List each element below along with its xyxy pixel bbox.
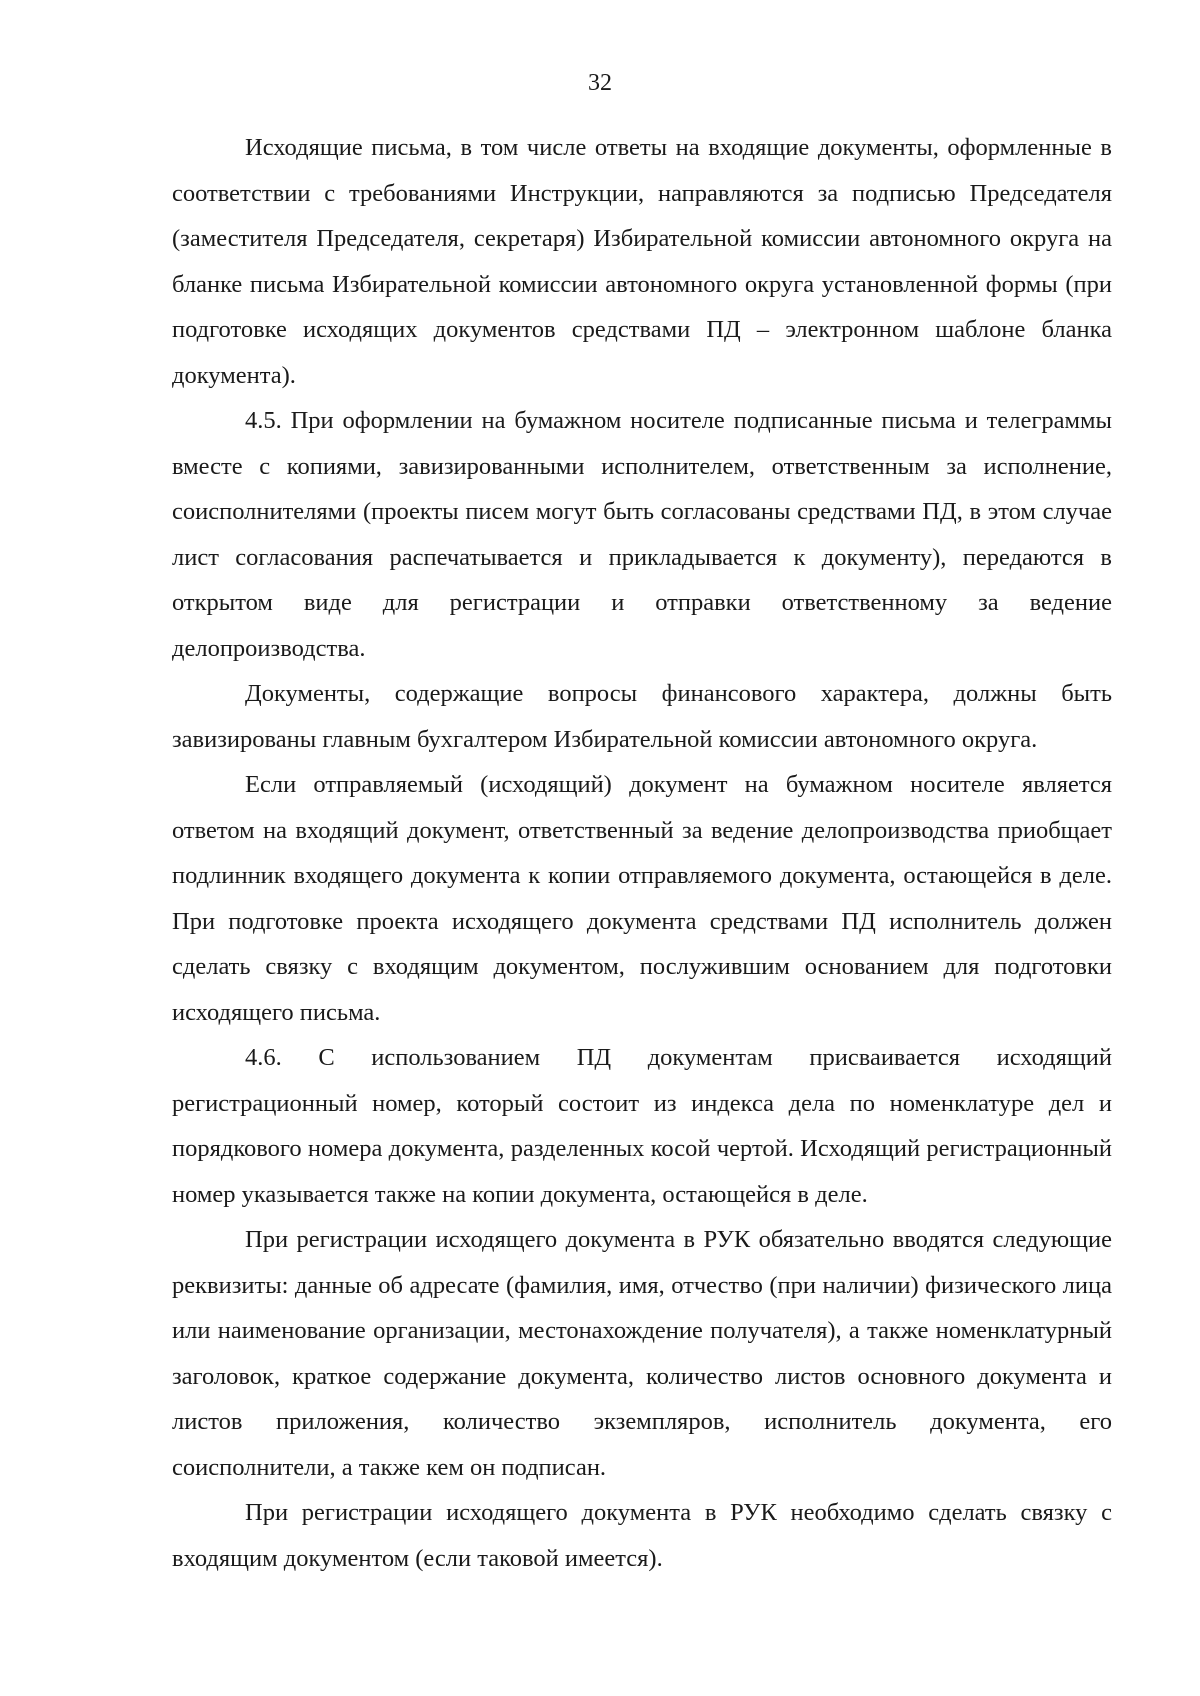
paragraph-financial-documents: Документы, содержащие вопросы финансового характера, должны быть завизированы главным бухгалтером Избирательной комиссии автономного округа. bbox=[172, 680, 1112, 753]
paragraph-4-6: 4.6. С использованием ПД документам присваивается исходящий регистрационный номер, который состоит из индекса дела по номенклатуре дел и порядкового номера документа, разделенных косой чертой. Исходящий регистрационный номер указывается также на копии документа, остающейся в деле. bbox=[172, 1044, 1112, 1208]
paragraph-reply-documents: Если отправляемый (исходящий) документ на бумажном носителе является ответом на входящий документ, ответственный за ведение делопроизводства приобщает подлинник входящего документа к копии отправляемого документа, остающейся в деле. При подготовке проекта исходящего документа средствами ПД исполнитель должен сделать связку с входящим документом, послужившим основанием для подготовки исходящего письма. bbox=[172, 771, 1112, 1026]
page-number: 32 bbox=[588, 70, 612, 96]
paragraph-4-5: 4.5. При оформлении на бумажном носителе подписанные письма и телеграммы вместе с копиями, завизированными исполнителем, ответственным за исполнение, соисполнителями (проекты писем могут быть согласованы средствами ПД, в этом случае лист согласования распечатывается и прикладывается к документу), передаются в открытом виде для регистрации и отправки ответственному за ведение делопроизводства. bbox=[172, 407, 1112, 662]
paragraph-registration-link: При регистрации исходящего документа в РУК необходимо сделать связку с входящим документом (если таковой имеется). bbox=[172, 1499, 1112, 1572]
document-body bbox=[172, 125, 1112, 1581]
paragraph-outgoing-letters: Исходящие письма, в том числе ответы на входящие документы, оформленные в соответствии с требованиями Инструкции, направляются за подписью Председателя (заместителя Председателя, секретаря) Избирательной комиссии автономного округа на бланке письма Избирательной комиссии автономного округа установленной формы (при подготовке исходящих документов средствами ПД – электронном шаблоне бланка документа). bbox=[172, 134, 1112, 389]
paragraph-registration-requisites: При регистрации исходящего документа в РУК обязательно вводятся следующие реквизиты: данные об адресате (фамилия, имя, отчество (при наличии) физического лица или наименование организации, местонахождение получателя), а также номенклатурный заголовок, краткое содержание документа, количество листов основного документа и листов приложения, количество экземпляров, исполнитель документа, его соисполнители, а также кем он подписан. bbox=[172, 1226, 1112, 1481]
